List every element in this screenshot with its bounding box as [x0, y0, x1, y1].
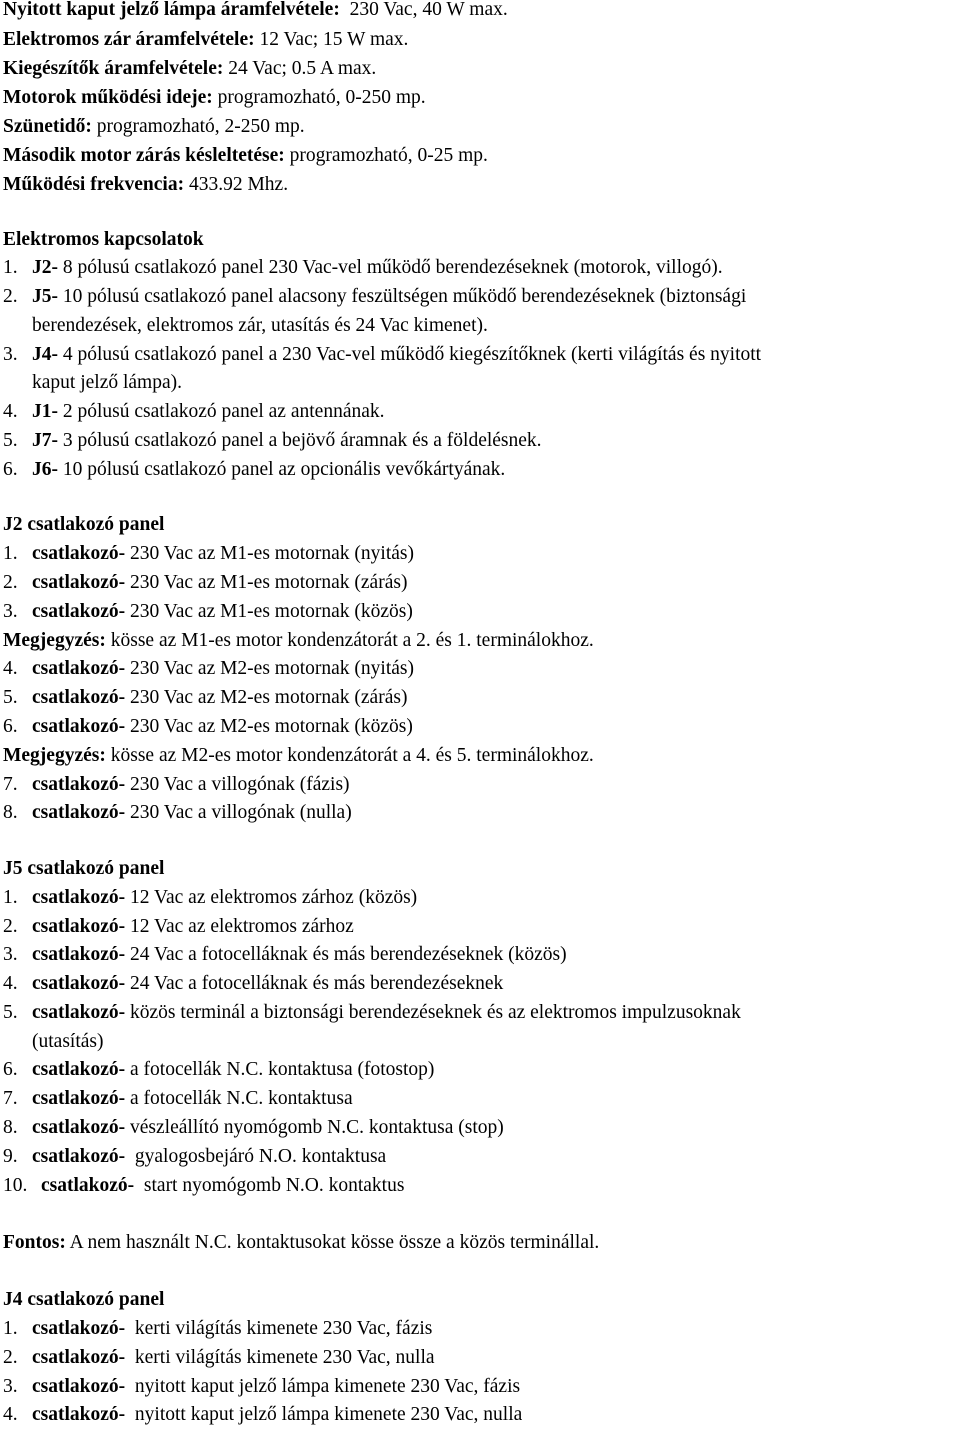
terminal-row: 7. csatlakozó- a fotocellák N.C. kontaktusa — [3, 1088, 353, 1109]
terminal-row: 4. csatlakozó- nyitott kaput jelző lámpa kimenete 230 Vac, nulla — [3, 1404, 523, 1425]
spec-value: 24 Vac; 0.5 A max. — [223, 58, 377, 79]
note-line: Megjegyzés: kösse az M2-es motor kondenzátorát a 4. és 5. terminálokhoz. — [3, 745, 594, 766]
terminal-row: 2. csatlakozó- kerti világítás kimenete 230 Vac, nulla — [3, 1347, 435, 1368]
spec-label: Működési frekvencia: — [3, 174, 185, 195]
terminal-row: 4. csatlakozó- 230 Vac az M2-es motornak (nyitás) — [3, 658, 414, 679]
spec-line — [3, 28, 408, 52]
spec-line — [3, 115, 305, 139]
spec-value: 433.92 Mhz. — [184, 174, 289, 195]
list-item: 2. J5- 10 pólusú csatlakozó panel alacsony feszültségen működő berendezéseknek (biztonsági — [3, 286, 747, 307]
section-heading-j2: J2 csatlakozó panel — [3, 514, 165, 535]
list-item: 4. J1- 2 pólusú csatlakozó panel az antennának. — [3, 401, 385, 422]
terminal-row: 6. csatlakozó- a fotocellák N.C. kontaktusa (fotostop) — [3, 1059, 435, 1080]
terminal-row: 3. csatlakozó- nyitott kaput jelző lámpa kimenete 230 Vac, fázis — [3, 1376, 521, 1397]
spec-label: Nyitott kaput jelző lámpa áramfelvétele: — [3, 0, 340, 20]
list-item-continuation: berendezések, elektromos zár, utasítás és 24 Vac kimenet). — [32, 315, 488, 336]
list-item: 1. J2- 8 pólusú csatlakozó panel 230 Vac-vel működő berendezéseknek (motorok, villogó). — [3, 257, 723, 278]
spec-line — [3, 144, 488, 168]
spec-line — [3, 86, 426, 110]
terminal-row: 1. csatlakozó- 12 Vac az elektromos zárhoz (közös) — [3, 887, 418, 908]
list-item-continuation: kaput jelző lámpa). — [32, 372, 182, 393]
terminal-row: 1. csatlakozó- kerti világítás kimenete 230 Vac, fázis — [3, 1318, 433, 1339]
terminal-row: 3. csatlakozó- 24 Vac a fotocelláknak és más berendezéseknek (közös) — [3, 944, 567, 965]
terminal-row: 3. csatlakozó- 230 Vac az M1-es motornak (közös) — [3, 601, 413, 622]
spec-line — [3, 173, 288, 197]
terminal-row: 1. csatlakozó- 230 Vac az M1-es motornak (nyitás) — [3, 543, 414, 564]
note-line: Megjegyzés: kösse az M1-es motor kondenzátorát a 2. és 1. terminálokhoz. — [3, 630, 594, 651]
spec-label: Második motor zárás késleltetése: — [3, 145, 285, 166]
terminal-row: 8. csatlakozó- vészleállító nyomógomb N.C. kontaktusa (stop) — [3, 1117, 504, 1138]
section-heading-j4: J4 csatlakozó panel — [3, 1289, 165, 1310]
spec-value: 230 Vac, 40 W max. — [339, 0, 508, 20]
spec-line — [3, 0, 508, 22]
spec-label: Motorok működési ideje: — [3, 87, 213, 108]
terminal-row: 4. csatlakozó- 24 Vac a fotocelláknak és más berendezéseknek — [3, 973, 504, 994]
spec-value: 12 Vac; 15 W max. — [254, 29, 409, 50]
spec-value: programozható, 0-250 mp. — [212, 87, 426, 108]
terminal-row: 9. csatlakozó- gyalogosbejáró N.O. kontaktusa — [3, 1146, 387, 1167]
spec-label: Elektromos zár áramfelvétele: — [3, 29, 255, 50]
terminal-row: 7. csatlakozó- 230 Vac a villogónak (fázis) — [3, 774, 350, 795]
spec-label: Szünetidő: — [3, 116, 92, 137]
terminal-row: 5. csatlakozó- 230 Vac az M2-es motornak (zárás) — [3, 687, 408, 708]
spec-value: programozható, 2-250 mp. — [91, 116, 305, 137]
terminal-row: 8. csatlakozó- 230 Vac a villogónak (nulla) — [3, 802, 352, 823]
list-item: 3. J4- 4 pólusú csatlakozó panel a 230 Vac-vel működő kiegészítőknek (kerti világítás és nyitott — [3, 344, 762, 365]
list-item: 6. J6- 10 pólusú csatlakozó panel az opcionális vevőkártyának. — [3, 459, 506, 480]
spec-label: Kiegészítők áramfelvétele: — [3, 58, 224, 79]
list-item: 5. J7- 3 pólusú csatlakozó panel a bejövő áramnak és a földelésnek. — [3, 430, 542, 451]
section-heading-electrical: Elektromos kapcsolatok — [3, 229, 204, 250]
terminal-row: 10. csatlakozó- start nyomógomb N.O. kontaktus — [3, 1175, 405, 1196]
important-note: Fontos: A nem használt N.C. kontaktusokat kösse össze a közös terminállal. — [3, 1232, 600, 1253]
terminal-row: 2. csatlakozó- 230 Vac az M1-es motornak (zárás) — [3, 572, 408, 593]
terminal-row-continuation: (utasítás) — [32, 1031, 104, 1052]
spec-value: programozható, 0-25 mp. — [284, 145, 488, 166]
terminal-row: 2. csatlakozó- 12 Vac az elektromos zárhoz — [3, 916, 354, 937]
spec-line — [3, 57, 376, 81]
terminal-row: 5. csatlakozó- közös terminál a biztonsági berendezéseknek és az elektromos impulzusoknak — [3, 1002, 741, 1023]
section-heading-j5: J5 csatlakozó panel — [3, 858, 165, 879]
terminal-row: 6. csatlakozó- 230 Vac az M2-es motornak (közös) — [3, 716, 413, 737]
